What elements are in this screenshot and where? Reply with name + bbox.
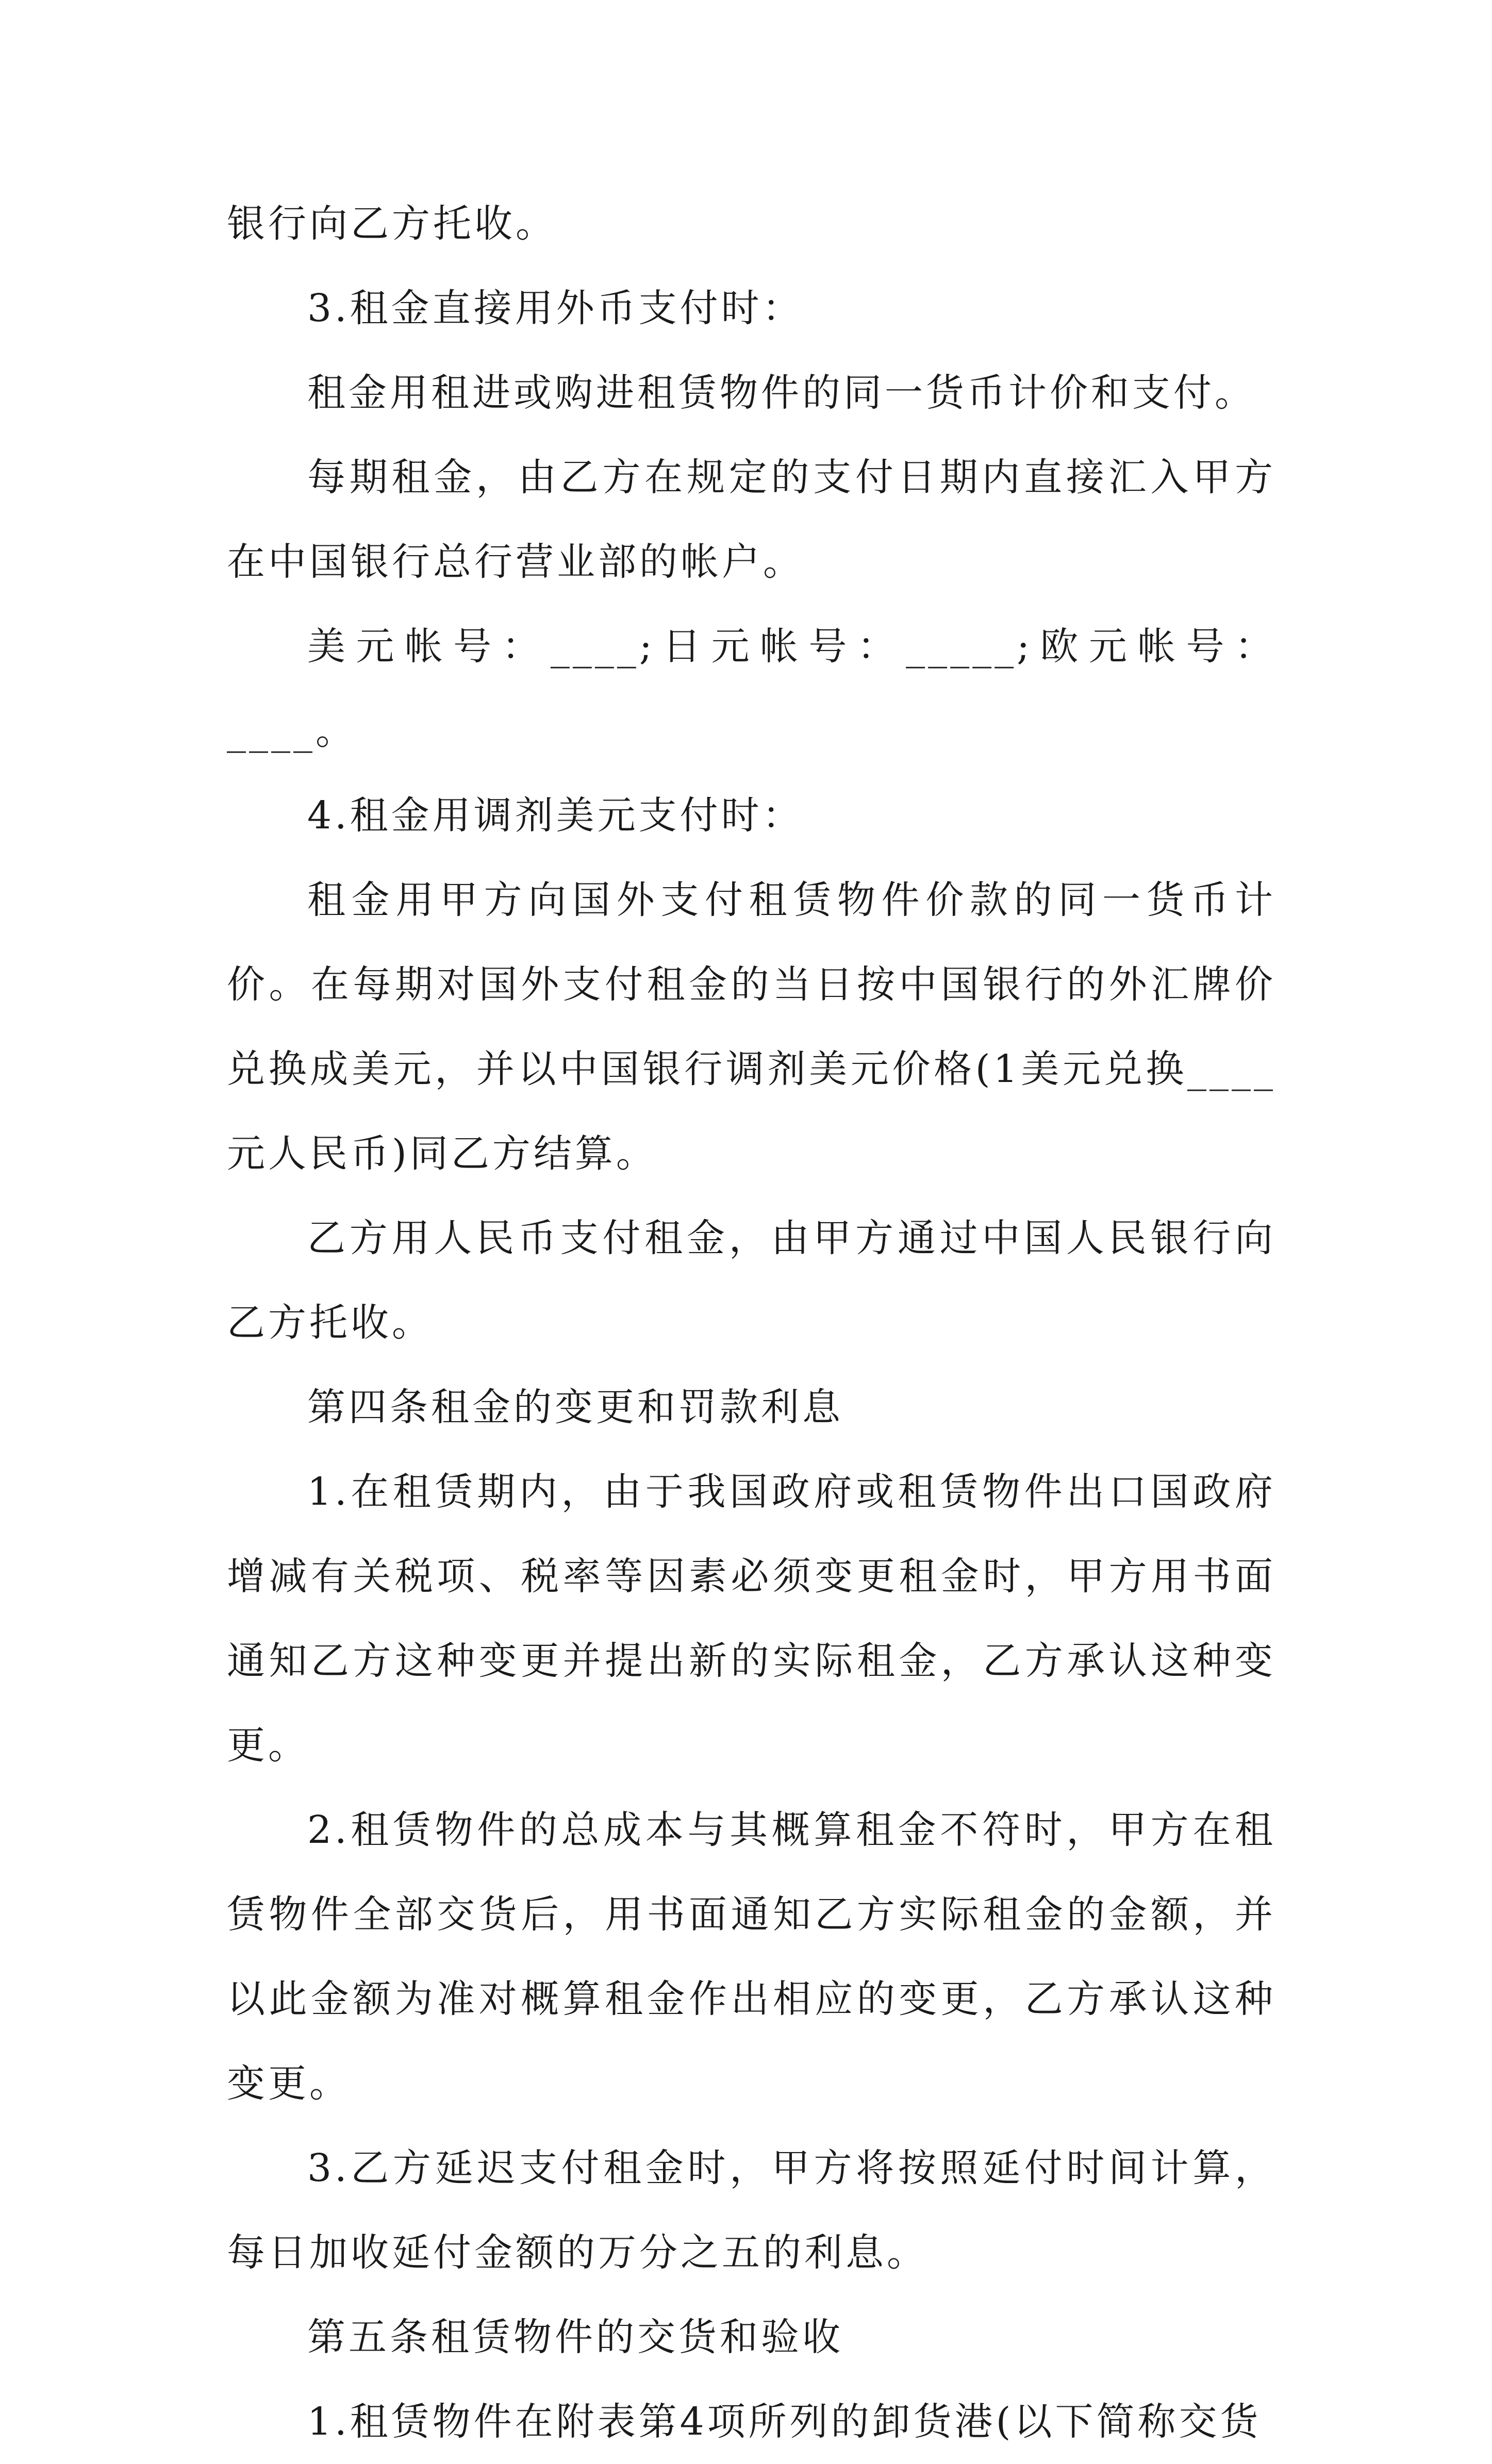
paragraph: 租金用租进或购进租赁物件的同一货币计价和支付。 <box>307 371 1256 415</box>
paragraph: 每期租金，由乙方在规定的支付日期内直接汇入甲方在中国银行总行营业部的帐户。 <box>227 455 1276 584</box>
section-heading: 第五条租赁物件的交货和验收 <box>307 2315 843 2359</box>
paragraph: 3.乙方延迟支付租金时，甲方将按照延付时间计算，每日加收延付金额的万分之五的利息。 <box>227 2146 1276 2275</box>
section-heading: 第四条租金的变更和罚款利息 <box>307 1385 843 1429</box>
paragraph: 1.在租赁期内，由于我国政府或租赁物件出口国政府增减有关税项、税率等因素必须变更租金时，甲方用书面通知乙方这种变更并提出新的实际租金，乙方承认这种变更。 <box>227 1470 1276 1768</box>
paragraph: 4.租金用调剂美元支付时： <box>307 793 804 838</box>
paragraph: 2.租赁物件的总成本与其概算租金不符时，甲方在租赁物件全部交货后，用书面通知乙方实际租金的金额，并以此金额为准对概算租金作出相应的变更，乙方承认这种变更。 <box>227 1808 1276 2106</box>
paragraph: 3.租金直接用外币支付时： <box>307 286 804 330</box>
paragraph: 美元帐号：____;日元帐号：_____;欧元帐号：____。 <box>227 624 1276 753</box>
paragraph: 租金用甲方向国外支付租赁物件价款的同一货币计价。在每期对国外支付租金的当日按中国银行的外汇牌价兑换成美元，并以中国银行调剂美元价格(1美元兑换____元人民币)同乙方结算。 <box>227 878 1276 1176</box>
paragraph: 1.租赁物件在附表第4项所列的卸货港(以下简称交货 <box>307 2400 1262 2444</box>
paragraph: 乙方用人民币支付租金，由甲方通过中国人民银行向乙方托收。 <box>227 1216 1276 1345</box>
contract-body <box>227 181 1276 2464</box>
paragraph: 银行向乙方托收。 <box>227 202 557 246</box>
